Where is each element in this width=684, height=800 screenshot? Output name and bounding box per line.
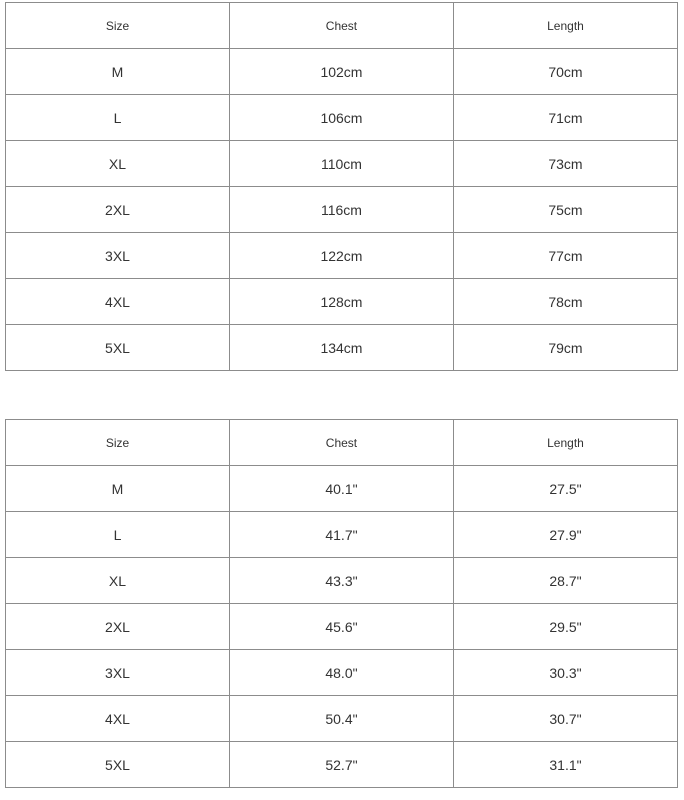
cell-length: 78cm [453,279,677,325]
cell-length: 79cm [453,325,677,371]
cell-chest: 48.0" [229,650,453,696]
cell-length: 27.9" [453,512,677,558]
cell-chest: 110cm [229,141,453,187]
cell-size: 5XL [6,325,230,371]
cell-chest: 41.7" [229,512,453,558]
cell-chest: 52.7" [229,742,453,788]
table-row [6,558,678,604]
cell-chest: 102cm [229,49,453,95]
cell-size: 2XL [6,187,230,233]
cell-chest: 122cm [229,233,453,279]
table-row [6,650,678,696]
table-header-row [6,420,678,466]
table-row [6,233,678,279]
size-chart-inch-table [5,419,678,788]
cell-length: 77cm [453,233,677,279]
cell-size: XL [6,558,230,604]
cell-chest: 116cm [229,187,453,233]
header-chest: Chest [229,420,453,466]
cell-length: 31.1" [453,742,677,788]
table-row [6,466,678,512]
header-chest: Chest [229,3,453,49]
cell-chest: 43.3" [229,558,453,604]
table-row [6,279,678,325]
size-chart-cm-table [5,2,678,371]
cell-size: 5XL [6,742,230,788]
cell-length: 27.5" [453,466,677,512]
cell-chest: 128cm [229,279,453,325]
cell-size: 4XL [6,696,230,742]
cell-size: 3XL [6,233,230,279]
cell-length: 29.5" [453,604,677,650]
cell-length: 30.7" [453,696,677,742]
cell-size: L [6,512,230,558]
cell-chest: 45.6" [229,604,453,650]
header-size: Size [6,3,230,49]
cell-length: 28.7" [453,558,677,604]
table-header-row [6,3,678,49]
cell-size: M [6,49,230,95]
cell-chest: 106cm [229,95,453,141]
table-row [6,696,678,742]
table-row [6,49,678,95]
cell-size: 4XL [6,279,230,325]
cell-length: 30.3" [453,650,677,696]
table-row [6,512,678,558]
cell-chest: 134cm [229,325,453,371]
table-row [6,604,678,650]
cell-length: 71cm [453,95,677,141]
header-length: Length [453,3,677,49]
cell-size: XL [6,141,230,187]
cell-size: L [6,95,230,141]
cell-length: 73cm [453,141,677,187]
table-row [6,141,678,187]
table-row [6,95,678,141]
cell-size: M [6,466,230,512]
cell-length: 70cm [453,49,677,95]
cell-chest: 40.1" [229,466,453,512]
table-row [6,325,678,371]
header-length: Length [453,420,677,466]
table-row [6,742,678,788]
cell-size: 3XL [6,650,230,696]
table-row [6,187,678,233]
cell-chest: 50.4" [229,696,453,742]
header-size: Size [6,420,230,466]
cell-size: 2XL [6,604,230,650]
cell-length: 75cm [453,187,677,233]
